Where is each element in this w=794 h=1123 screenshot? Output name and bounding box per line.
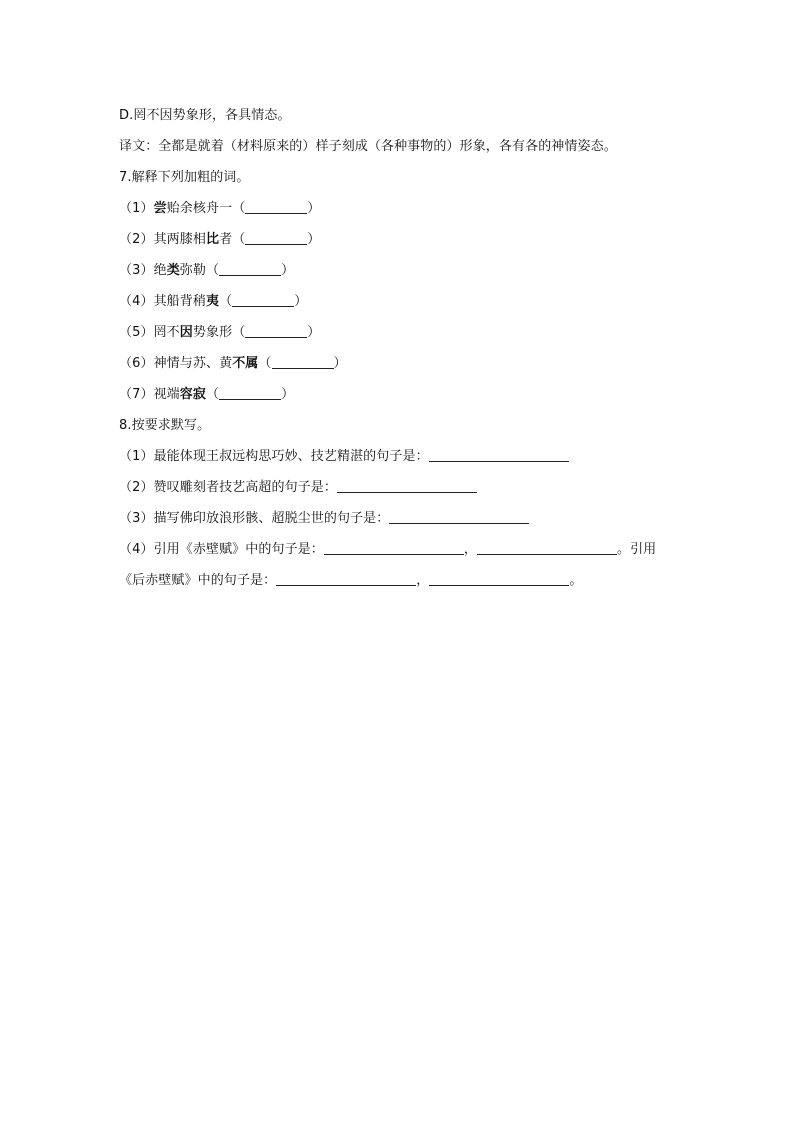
answer-blank[interactable]	[276, 571, 416, 586]
close-paren: ）	[307, 201, 321, 216]
q8-item-1	[119, 441, 679, 472]
bold-word: 尝	[153, 201, 167, 216]
item-number: （3）	[119, 263, 154, 278]
item-text: 视端	[153, 387, 180, 402]
item-text: （2）赞叹雕刻者技艺高超的句子是：	[119, 480, 337, 495]
close-paren: ）	[294, 294, 308, 309]
q7-item-1	[119, 193, 679, 224]
item-text: 《后赤壁赋》中的句子是：	[119, 573, 277, 588]
bold-word: 容寂	[179, 387, 206, 402]
answer-blank[interactable]	[245, 199, 307, 214]
answer-blank[interactable]	[337, 478, 477, 493]
close-paren: ）	[307, 232, 321, 247]
close-paren: ）	[307, 325, 321, 340]
close-paren: ）	[281, 387, 295, 402]
q8-item-4-continued	[119, 565, 679, 596]
answer-blank[interactable]	[245, 323, 307, 338]
item-text: 势象形（	[192, 325, 246, 340]
item-text: 弥勒（	[179, 263, 220, 278]
document-content	[119, 100, 679, 596]
q8-item-3	[119, 503, 679, 534]
q7-item-4	[119, 286, 679, 317]
answer-blank[interactable]	[477, 540, 617, 555]
item-text: 贻余核舟一（	[166, 201, 246, 216]
item-text: （1）最能体现王叔远构思巧妙、技艺精湛的句子是：	[119, 449, 429, 464]
item-number: （2）	[119, 232, 154, 247]
q8-item-2	[119, 472, 679, 503]
answer-blank[interactable]	[245, 230, 307, 245]
item-text: 者（	[219, 232, 246, 247]
item-text: （3）描写佛印放浪形骸、超脱尘世的句子是：	[119, 511, 390, 526]
answer-blank[interactable]	[219, 261, 281, 276]
item-number: （4）	[119, 294, 154, 309]
item-text: 其两膝相	[153, 232, 206, 247]
bold-word: 因	[179, 325, 193, 340]
bold-word: 比	[205, 232, 220, 247]
comma: ，	[416, 573, 430, 588]
q7-item-3	[119, 255, 679, 286]
answer-blank[interactable]	[429, 571, 569, 586]
item-text: 。引用	[616, 542, 657, 557]
q7-item-5	[119, 317, 679, 348]
bold-word: 不属	[232, 356, 259, 371]
item-number: （7）	[119, 387, 154, 402]
translation: 译文：全都是就着（材料原来的）样子刻成（各种事物的）形象，各有各的神情姿态。	[119, 139, 617, 154]
item-number: （1）	[119, 201, 154, 216]
answer-blank[interactable]	[219, 385, 281, 400]
q8-item-4	[119, 534, 679, 565]
item-text: 其船背稍	[153, 294, 206, 309]
answer-blank[interactable]	[324, 540, 464, 555]
question-8-title: 8.按要求默写。	[119, 418, 211, 433]
comma: ，	[463, 542, 477, 557]
q7-item-2	[119, 224, 679, 255]
item-text: 罔不	[153, 325, 180, 340]
item-text: 神情与苏、黄	[153, 356, 233, 371]
item-text: （	[205, 387, 220, 402]
period: 。	[569, 573, 583, 588]
item-text: （	[219, 294, 233, 309]
close-paren: ）	[281, 263, 295, 278]
item-number: （5）	[119, 325, 154, 340]
answer-blank[interactable]	[389, 509, 529, 524]
answer-blank[interactable]	[272, 354, 334, 369]
option-d: D.罔不因势象形，各具情态。	[119, 108, 291, 123]
bold-word: 夷	[205, 294, 220, 309]
item-number: （6）	[119, 356, 154, 371]
bold-word: 类	[166, 263, 180, 278]
question-7-title: 7.解释下列加粗的词。	[119, 170, 250, 185]
item-text: （4）引用《赤壁赋》中的句子是：	[119, 542, 324, 557]
item-text: （	[258, 356, 272, 371]
q7-item-6	[119, 348, 679, 379]
answer-blank[interactable]	[429, 447, 569, 462]
close-paren: ）	[333, 356, 347, 371]
answer-blank[interactable]	[232, 292, 294, 307]
item-text: 绝	[153, 263, 167, 278]
q7-item-7	[119, 379, 679, 410]
